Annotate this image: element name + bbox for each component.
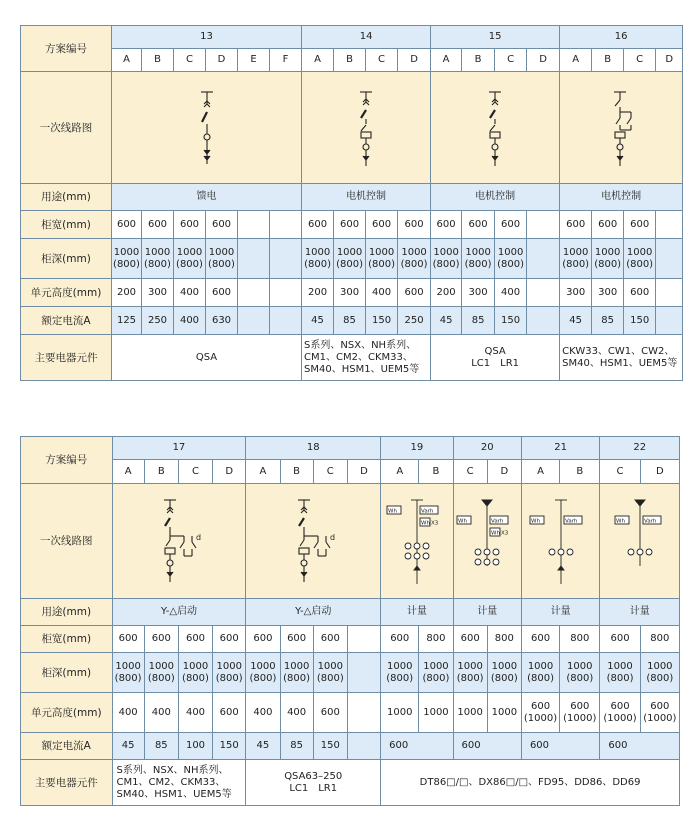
current-cell: 85 bbox=[334, 307, 366, 335]
unit-height-cell: 300 bbox=[560, 279, 592, 307]
sub-scheme-row bbox=[21, 460, 680, 484]
width-cell bbox=[656, 211, 683, 239]
sub-scheme: F bbox=[270, 49, 302, 72]
wh-label: Wh bbox=[615, 518, 625, 525]
motor-circuit-icon bbox=[351, 88, 381, 168]
varh-label: Varh bbox=[643, 518, 657, 525]
depth-cell: 1000 (800) bbox=[431, 239, 462, 279]
depth-cell: 1000 (800) bbox=[560, 653, 600, 693]
width-cell: 600 bbox=[624, 211, 656, 239]
current-cell: 600 bbox=[521, 733, 599, 760]
depth-cell bbox=[656, 239, 683, 279]
circuit-diagram-meter-21 bbox=[521, 484, 599, 599]
depth-cell: 1000 (800) bbox=[462, 239, 495, 279]
width-cell: 600 bbox=[206, 211, 238, 239]
width-cell: 600 bbox=[592, 211, 624, 239]
depth-cell: 1000 (800) bbox=[144, 653, 178, 693]
depth-cell: 1000 (800) bbox=[112, 239, 142, 279]
metering-circuit-icon bbox=[454, 496, 520, 586]
components-value: QSA LC1 LR1 bbox=[431, 335, 560, 381]
sub-scheme: A bbox=[431, 49, 462, 72]
depth-cell: 1000 (800) bbox=[178, 653, 212, 693]
spec-table-2 bbox=[20, 436, 680, 806]
unit-height-cell: 600 bbox=[213, 693, 246, 733]
current-row bbox=[21, 307, 683, 335]
scheme-number: 20 bbox=[453, 437, 521, 460]
unit-height-cell: 300 bbox=[142, 279, 174, 307]
sub-scheme: B bbox=[592, 49, 624, 72]
depth-cell: 1000 (800) bbox=[487, 653, 521, 693]
current-cell: 150 bbox=[495, 307, 527, 335]
depth-cell: 1000 (800) bbox=[398, 239, 431, 279]
sub-scheme: C bbox=[366, 49, 398, 72]
width-cell: 600 bbox=[174, 211, 206, 239]
width-cell: 600 bbox=[313, 626, 347, 653]
width-cell: 600 bbox=[213, 626, 246, 653]
depth-cell: 1000 (800) bbox=[302, 239, 334, 279]
scheme-label: 方案编号 bbox=[21, 437, 113, 484]
width-cell: 600 bbox=[462, 211, 495, 239]
components-value: S系列、NSX、NH系列、 CM1、CM2、CKM33、 SM40、HSM1、UEM5等 bbox=[302, 335, 431, 381]
sub-scheme: C bbox=[453, 460, 487, 484]
current-cell: 150 bbox=[624, 307, 656, 335]
metering-circuit-icon bbox=[605, 496, 675, 586]
current-label: 额定电流A bbox=[21, 307, 112, 335]
depth-cell: 1000 (800) bbox=[334, 239, 366, 279]
unit-height-cell: 1000 bbox=[453, 693, 487, 733]
depth-cell bbox=[270, 239, 302, 279]
depth-cell: 1000 (800) bbox=[142, 239, 174, 279]
width-cell: 600 bbox=[178, 626, 212, 653]
usage-label: 用途(mm) bbox=[21, 599, 113, 626]
components-label: 主要电器元件 bbox=[21, 335, 112, 381]
usage-value: 计量 bbox=[381, 599, 453, 626]
unit-height-cell: 600 bbox=[624, 279, 656, 307]
width-cell: 600 bbox=[144, 626, 178, 653]
current-cell: 45 bbox=[112, 733, 144, 760]
sub-scheme: B bbox=[419, 460, 453, 484]
depth-cell: 1000 (800) bbox=[640, 653, 679, 693]
sub-scheme: C bbox=[178, 460, 212, 484]
star-delta-circuit-icon bbox=[278, 496, 348, 586]
components-value: DT86□/□、DX86□/□、FD95、DD86、DD69 bbox=[381, 760, 680, 806]
usage-value: 馈电 bbox=[112, 184, 302, 211]
unit-height-cell: 400 bbox=[366, 279, 398, 307]
circuit-diagram-meter-22 bbox=[600, 484, 680, 599]
metering-circuit-icon bbox=[384, 496, 450, 586]
scheme-number: 22 bbox=[600, 437, 680, 460]
usage-value: 电机控制 bbox=[560, 184, 683, 211]
width-label: 柜宽(mm) bbox=[21, 626, 113, 653]
circuit-diagram-feeder bbox=[112, 72, 302, 184]
current-cell: 85 bbox=[592, 307, 624, 335]
depth-cell: 1000 (800) bbox=[206, 239, 238, 279]
scheme-number: 16 bbox=[560, 26, 683, 49]
circuit-diagram-motor-15 bbox=[431, 72, 560, 184]
unit-height-cell: 400 bbox=[280, 693, 313, 733]
unit-height-cell: 200 bbox=[112, 279, 142, 307]
width-cell bbox=[270, 211, 302, 239]
unit-height-cell: 400 bbox=[144, 693, 178, 733]
current-cell: 85 bbox=[144, 733, 178, 760]
sub-scheme: B bbox=[462, 49, 495, 72]
unit-height-cell bbox=[656, 279, 683, 307]
sub-scheme: D bbox=[487, 460, 521, 484]
current-cell bbox=[656, 307, 683, 335]
width-cell bbox=[238, 211, 270, 239]
sub-scheme: D bbox=[347, 460, 380, 484]
width-cell: 600 bbox=[142, 211, 174, 239]
components-value: S系列、NSX、NH系列、 CM1、CM2、CKM33、 SM40、HSM1、UEM5等 bbox=[112, 760, 246, 806]
width-cell: 600 bbox=[246, 626, 280, 653]
sub-scheme: C bbox=[174, 49, 206, 72]
scheme-number: 17 bbox=[112, 437, 246, 460]
unit-height-cell: 600 (1000) bbox=[600, 693, 640, 733]
depth-cell bbox=[238, 239, 270, 279]
width-cell: 800 bbox=[419, 626, 453, 653]
depth-cell: 1000 (800) bbox=[112, 653, 144, 693]
sub-scheme: D bbox=[656, 49, 683, 72]
width-cell: 600 bbox=[560, 211, 592, 239]
depth-cell: 1000 (800) bbox=[495, 239, 527, 279]
wh-label: Wh bbox=[491, 530, 501, 537]
current-cell: 250 bbox=[398, 307, 431, 335]
sub-scheme: B bbox=[560, 460, 600, 484]
varh-label: Varh bbox=[564, 518, 578, 525]
sub-scheme: B bbox=[144, 460, 178, 484]
feeder-circuit-icon bbox=[192, 88, 222, 168]
sub-scheme: D bbox=[527, 49, 560, 72]
unit-height-cell: 300 bbox=[462, 279, 495, 307]
unit-height-cell: 200 bbox=[302, 279, 334, 307]
usage-value: Y-△启动 bbox=[246, 599, 381, 626]
width-cell: 600 bbox=[280, 626, 313, 653]
components-value: CKW33、CW1、CW2、 SM40、HSM1、UEM5等 bbox=[560, 335, 683, 381]
x3-label: X3 bbox=[501, 530, 509, 537]
current-cell: 600 bbox=[600, 733, 680, 760]
unit-height-label: 单元高度(mm) bbox=[21, 693, 113, 733]
width-cell: 600 bbox=[521, 626, 559, 653]
current-cell: 600 bbox=[381, 733, 453, 760]
width-cell: 600 bbox=[398, 211, 431, 239]
star-delta-circuit-icon bbox=[144, 496, 214, 586]
depth-label: 柜深(mm) bbox=[21, 653, 113, 693]
sub-scheme: D bbox=[640, 460, 679, 484]
current-label: 额定电流A bbox=[21, 733, 113, 760]
unit-height-cell: 400 bbox=[246, 693, 280, 733]
unit-height-cell: 1000 bbox=[381, 693, 419, 733]
usage-value: 计量 bbox=[600, 599, 680, 626]
usage-label: 用途(mm) bbox=[21, 184, 112, 211]
current-cell: 250 bbox=[142, 307, 174, 335]
width-cell: 800 bbox=[560, 626, 600, 653]
depth-cell: 1000 (800) bbox=[592, 239, 624, 279]
components-label: 主要电器元件 bbox=[21, 760, 113, 806]
depth-cell: 1000 (800) bbox=[624, 239, 656, 279]
current-cell: 125 bbox=[112, 307, 142, 335]
unit-height-cell: 1000 bbox=[487, 693, 521, 733]
current-cell: 45 bbox=[431, 307, 462, 335]
unit-height-cell: 600 (1000) bbox=[640, 693, 679, 733]
width-cell: 600 bbox=[302, 211, 334, 239]
unit-height-cell: 300 bbox=[592, 279, 624, 307]
wh-label: Wh bbox=[387, 508, 397, 515]
width-cell: 600 bbox=[453, 626, 487, 653]
width-cell: 600 bbox=[431, 211, 462, 239]
sub-scheme: D bbox=[213, 460, 246, 484]
width-cell bbox=[347, 626, 380, 653]
unit-height-cell: 200 bbox=[431, 279, 462, 307]
usage-value: 计量 bbox=[453, 599, 521, 626]
sub-scheme: A bbox=[381, 460, 419, 484]
depth-cell: 1000 (800) bbox=[366, 239, 398, 279]
current-cell bbox=[347, 733, 380, 760]
width-cell: 600 bbox=[366, 211, 398, 239]
current-cell: 400 bbox=[174, 307, 206, 335]
depth-cell: 1000 (800) bbox=[521, 653, 559, 693]
unit-height-cell: 400 bbox=[495, 279, 527, 307]
current-cell: 100 bbox=[178, 733, 212, 760]
circuit-diagram-motor-16 bbox=[560, 72, 683, 184]
sub-scheme: D bbox=[398, 49, 431, 72]
current-cell: 45 bbox=[302, 307, 334, 335]
depth-cell bbox=[527, 239, 560, 279]
unit-height-cell: 400 bbox=[178, 693, 212, 733]
scheme-label: 方案编号 bbox=[21, 26, 112, 72]
width-cell: 600 bbox=[381, 626, 419, 653]
width-cell: 600 bbox=[600, 626, 640, 653]
metering-circuit-icon bbox=[526, 496, 596, 586]
wh-label: Wh bbox=[420, 520, 430, 527]
depth-cell: 1000 (800) bbox=[381, 653, 419, 693]
unit-height-cell: 600 (1000) bbox=[560, 693, 600, 733]
sub-scheme: C bbox=[495, 49, 527, 72]
width-cell: 800 bbox=[487, 626, 521, 653]
depth-cell: 1000 (800) bbox=[560, 239, 592, 279]
sub-scheme: B bbox=[334, 49, 366, 72]
circuit-diagram-motor-14 bbox=[302, 72, 431, 184]
width-cell: 600 bbox=[495, 211, 527, 239]
components-value: QSA63–250 LC1 LR1 bbox=[246, 760, 381, 806]
unit-height-cell: 400 bbox=[174, 279, 206, 307]
circuit-diagram-star-delta-18 bbox=[246, 484, 381, 599]
current-cell: 45 bbox=[560, 307, 592, 335]
depth-row bbox=[21, 239, 683, 279]
sub-scheme: A bbox=[112, 49, 142, 72]
sub-scheme: D bbox=[206, 49, 238, 72]
depth-label: 柜深(mm) bbox=[21, 239, 112, 279]
sub-scheme-row bbox=[21, 49, 683, 72]
scheme-number: 18 bbox=[246, 437, 381, 460]
sub-scheme: B bbox=[280, 460, 313, 484]
sub-scheme: A bbox=[521, 460, 559, 484]
depth-cell: 1000 (800) bbox=[453, 653, 487, 693]
sub-scheme: A bbox=[112, 460, 144, 484]
svg-text:d: d bbox=[195, 533, 201, 542]
current-cell bbox=[270, 307, 302, 335]
unit-height-cell: 1000 bbox=[419, 693, 453, 733]
varh-label: Varh bbox=[420, 508, 434, 515]
sub-scheme: E bbox=[238, 49, 270, 72]
usage-value: Y-△启动 bbox=[112, 599, 246, 626]
sub-scheme: B bbox=[142, 49, 174, 72]
depth-row bbox=[21, 653, 680, 693]
width-row bbox=[21, 211, 683, 239]
unit-height-cell bbox=[527, 279, 560, 307]
width-cell: 600 bbox=[334, 211, 366, 239]
width-cell: 800 bbox=[640, 626, 679, 653]
depth-cell: 1000 (800) bbox=[246, 653, 280, 693]
current-cell: 85 bbox=[462, 307, 495, 335]
depth-cell: 1000 (800) bbox=[280, 653, 313, 693]
sub-scheme: C bbox=[600, 460, 640, 484]
unit-height-cell: 600 bbox=[398, 279, 431, 307]
depth-cell: 1000 (800) bbox=[313, 653, 347, 693]
current-cell: 600 bbox=[453, 733, 521, 760]
wh-label: Wh bbox=[530, 518, 540, 525]
components-value: QSA bbox=[112, 335, 302, 381]
depth-cell bbox=[347, 653, 380, 693]
unit-height-cell bbox=[347, 693, 380, 733]
diagram-label: 一次线路图 bbox=[21, 72, 112, 184]
usage-value: 电机控制 bbox=[302, 184, 431, 211]
current-cell: 45 bbox=[246, 733, 280, 760]
unit-height-cell: 600 bbox=[313, 693, 347, 733]
spec-table-1 bbox=[20, 25, 683, 381]
sub-scheme: A bbox=[302, 49, 334, 72]
unit-height-label: 单元高度(mm) bbox=[21, 279, 112, 307]
unit-height-row bbox=[21, 279, 683, 307]
current-cell: 85 bbox=[280, 733, 313, 760]
unit-height-cell: 400 bbox=[112, 693, 144, 733]
circuit-diagram-star-delta-17 bbox=[112, 484, 246, 599]
unit-height-cell: 600 (1000) bbox=[521, 693, 559, 733]
diagram-label: 一次线路图 bbox=[21, 484, 113, 599]
unit-height-cell bbox=[270, 279, 302, 307]
width-row bbox=[21, 626, 680, 653]
unit-height-cell: 300 bbox=[334, 279, 366, 307]
current-cell bbox=[238, 307, 270, 335]
usage-value: 计量 bbox=[521, 599, 599, 626]
depth-cell: 1000 (800) bbox=[600, 653, 640, 693]
x3-label: X3 bbox=[430, 520, 439, 527]
current-cell: 150 bbox=[213, 733, 246, 760]
sub-scheme: A bbox=[560, 49, 592, 72]
circuit-diagram-meter-20 bbox=[453, 484, 521, 599]
scheme-number: 15 bbox=[431, 26, 560, 49]
scheme-number: 14 bbox=[302, 26, 431, 49]
motor-reversing-circuit-icon bbox=[601, 88, 641, 168]
width-label: 柜宽(mm) bbox=[21, 211, 112, 239]
scheme-number: 19 bbox=[381, 437, 453, 460]
width-cell: 600 bbox=[112, 626, 144, 653]
width-cell bbox=[527, 211, 560, 239]
current-cell: 630 bbox=[206, 307, 238, 335]
width-cell: 600 bbox=[112, 211, 142, 239]
unit-height-row bbox=[21, 693, 680, 733]
unit-height-cell bbox=[238, 279, 270, 307]
sub-scheme: C bbox=[313, 460, 347, 484]
motor-circuit-icon bbox=[480, 88, 510, 168]
depth-cell: 1000 (800) bbox=[419, 653, 453, 693]
sub-scheme: C bbox=[624, 49, 656, 72]
wh-label: Wh bbox=[458, 518, 468, 525]
unit-height-cell: 600 bbox=[206, 279, 238, 307]
current-cell bbox=[527, 307, 560, 335]
depth-cell: 1000 (800) bbox=[213, 653, 246, 693]
usage-value: 电机控制 bbox=[431, 184, 560, 211]
current-cell: 150 bbox=[366, 307, 398, 335]
depth-cell: 1000 (800) bbox=[174, 239, 206, 279]
scheme-number: 21 bbox=[521, 437, 599, 460]
scheme-number: 13 bbox=[112, 26, 302, 49]
sub-scheme: A bbox=[246, 460, 280, 484]
circuit-diagram-meter-19 bbox=[381, 484, 453, 599]
varh-label: Varh bbox=[491, 518, 504, 525]
current-cell: 150 bbox=[313, 733, 347, 760]
current-row bbox=[21, 733, 680, 760]
svg-text:d: d bbox=[330, 533, 336, 542]
